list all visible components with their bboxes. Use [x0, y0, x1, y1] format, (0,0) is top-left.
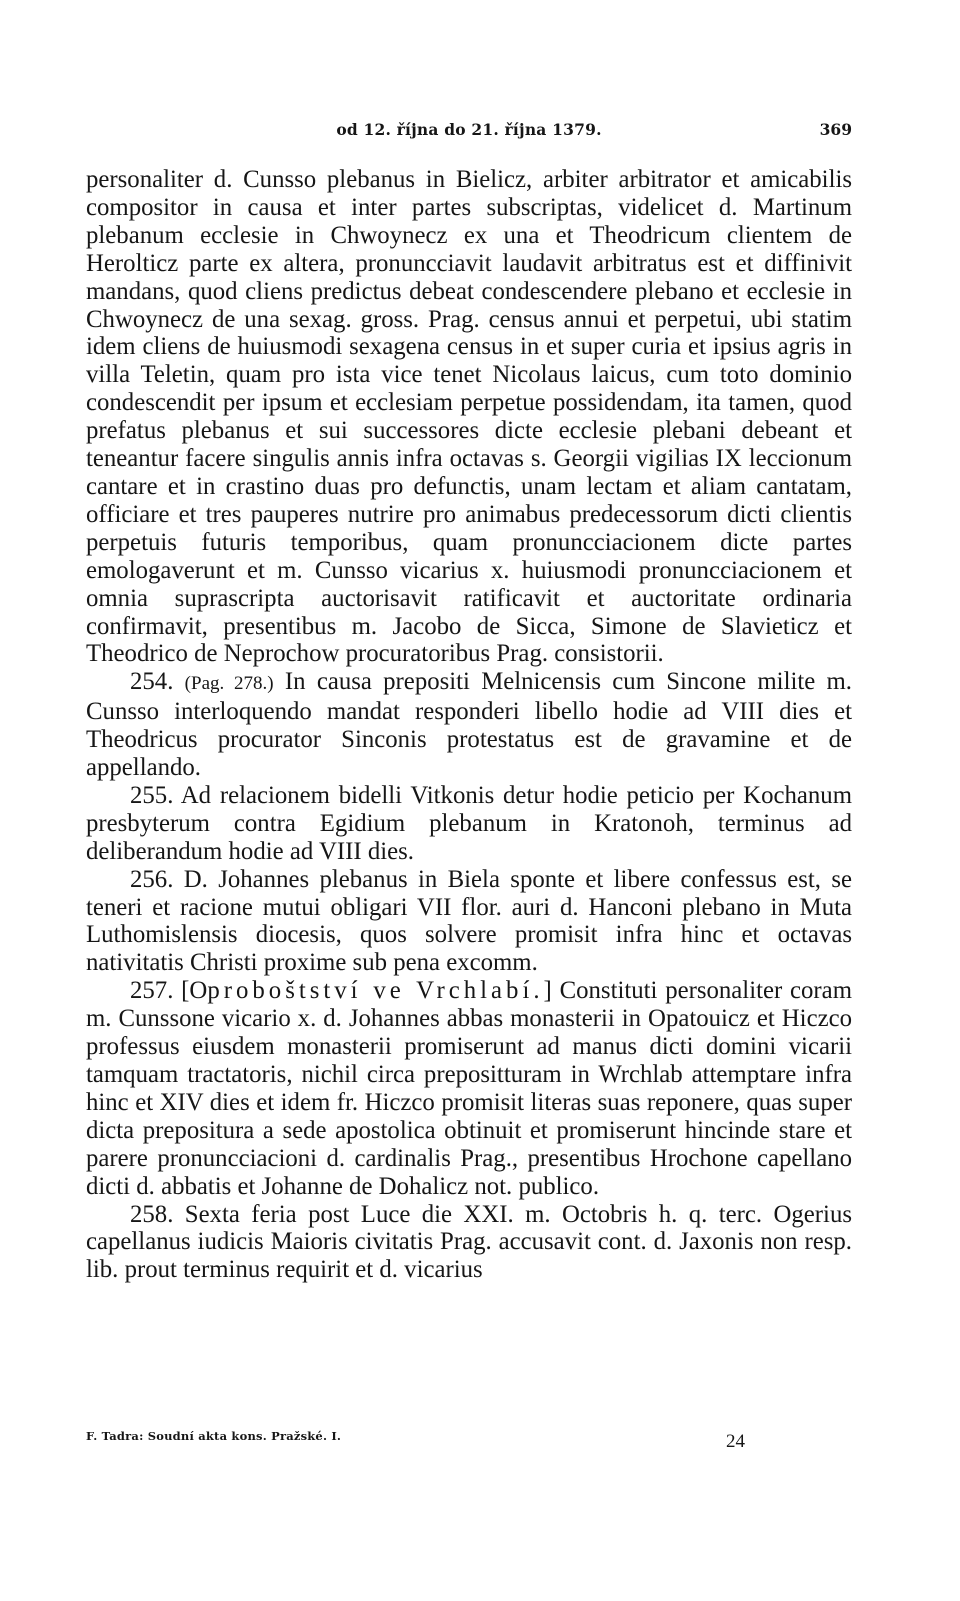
- page-footer: [86, 1427, 852, 1457]
- paragraph-257: [86, 977, 852, 1200]
- entry-number: 257. [O: [130, 977, 208, 1005]
- running-head: [86, 120, 852, 144]
- paragraph-258: 258. Sexta feria post Luce die XXI. m. Octobris h. q. terc. Ogerius capellanus iudicis Maioris civitatis Prag. accusavit cont. d. Jaxonis non resp. lib. prout terminus requirit et d. vicarius: [86, 1200, 852, 1284]
- page-number: 369: [819, 120, 852, 139]
- paragraph-256: 256. D. Johannes plebanus in Biela sponte et libere confessus est, se teneri et racione mutui obligari VII flor. auri d. Hanconi plebano in Muta Luthomislensis diocesis, quos solvere promisit infra hinc et octavas nativitatis Christi proxime sub pena excomm.: [86, 865, 852, 977]
- entry-text: ] Constituti personaliter coram m. Cunssone vicario x. d. Johannes abbas monasterii in Opatouicz et Hiczco professus eiusdem monasterii promiserunt ad manus dicti domini vicarii tamquam tractatoris, nichil circa prepositturam in Wrchlab attemptare infra hinc et XIV dies et idem fr. Hiczco promisit literas suas reponere, quas super dicta prepositura a sede apostolica obtinuit et promiserunt hincinde stare et parere pronuncciacioni d. cardinalis Prag., presentibus Hrochone capellano dicti d. abbatis et Johanne de Dohalicz not. publico.: [86, 977, 852, 1200]
- sheet-number: 24: [726, 1431, 745, 1452]
- page-reference: (Pag. 278.): [184, 673, 274, 695]
- spaced-heading: proboštství ve Vrchlabí.: [207, 977, 544, 1005]
- paragraph-254: [86, 668, 852, 782]
- entry-number: 254.: [130, 668, 174, 696]
- paragraph-continuation: personaliter d. Cunsso plebanus in Bielicz, arbiter arbitrator et amicabilis compositor in causa et inter partes subscriptas, videlicet d. Martinum plebanum ecclesie in Chwoynecz ex una et Theodricum clientem de Herolticz parte ex altera, pronuncciavit laudavit arbitratus est et diffinivit mandans, quod cliens predictus debeat condescendere plebano et ecclesie in Chwoynecz de una sexag. gross. Prag. census annui et perpetui, ubi statim idem cliens de huiusmodi sexagena census in et super curia et ipsius agris in villa Teletin, quam pro ista vice tenet Nicolaus laicus, cum toto dominio condescendit per ipsum et ecclesiam perpetue possidendam, ita tamen, quod prefatus plebanus et sui successores dicte ecclesie plebani debeant et teneantur facere singulis annis infra octavas s. Georgii vigilias IX leccionum cantare et in crastino duas pro defunctis, unam lectam et aliam cantatam, officiare et tres pauperes nutrire pro animabus predecessorum dicti clientis perpetuis futuris temporibus, quam pronuncciacionem dicte partes emologaverunt et m. Cunsso vicarius x. huiusmodi pronuncciacionem et omnia suprascripta auctorisavit ratificavit et auctoritate ordinaria confirmavit, presentibus m. Jacobo de Sicca, Simone de Slavieticz et Theodrico de Neprochow procuratoribus Prag. consistorii.: [86, 166, 852, 668]
- paragraph-255: 255. Ad relacionem bidelli Vitkonis detur hodie peticio per Kochanum presbyterum contra Egidium plebanum in Kratonoh, terminus ad deliberandum hodie ad VIII dies.: [86, 781, 852, 865]
- body-text: [86, 166, 852, 1284]
- signature-mark: F. Tadra: Soudní akta kons. Pražské. I.: [86, 1429, 342, 1443]
- running-title: od 12. října do 21. října 1379.: [336, 120, 602, 139]
- entry-text: In causa prepositi Melnicensis cum Sincone milite m. Cunsso interloquendo mandat responderi libello hodie ad VIII dies et Theodricus procurator Sinconis protestatus est de gravamine et de appellando.: [86, 668, 852, 782]
